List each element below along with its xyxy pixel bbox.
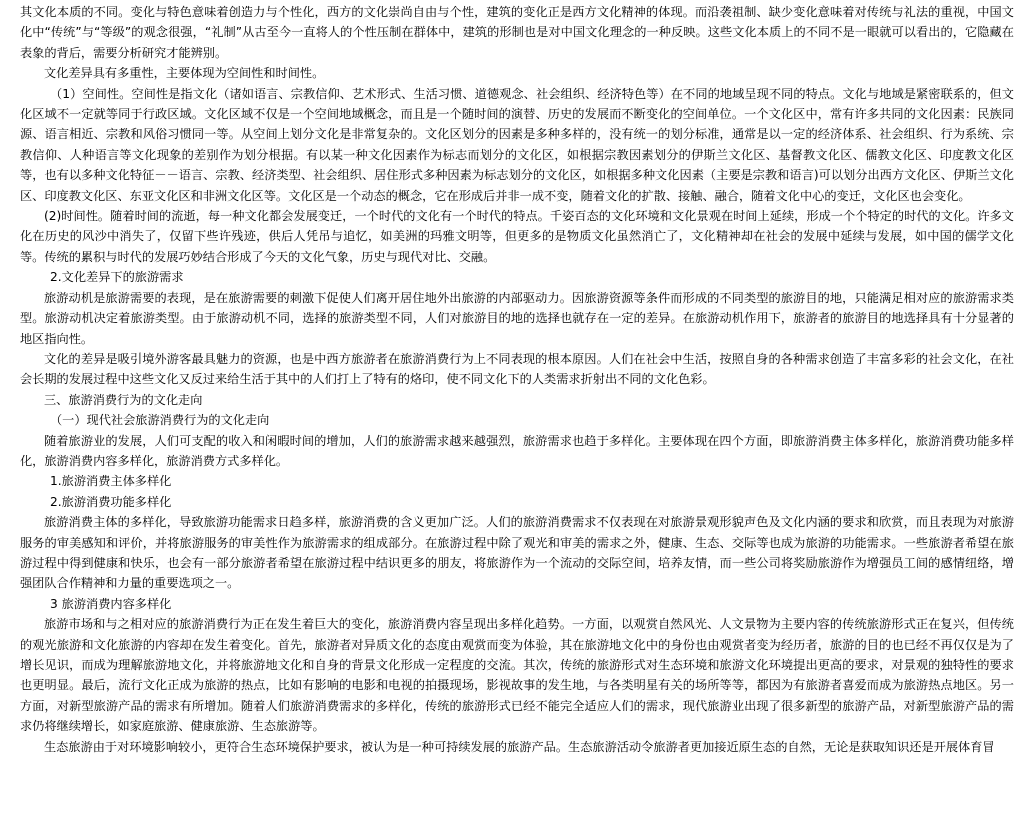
paragraph-8: （一）现代社会旅游消费行为的文化走向 [50, 413, 270, 428]
paragraph-7: 三、旅游消费行为的文化走向 [44, 392, 203, 407]
paragraph-13: 3 旅游消费内容多样化 [50, 596, 172, 611]
paragraph-6: 文化的差异是吸引境外游客最具魅力的资源，也是中西方旅游者在旅游消费行为上不同表现的根本原因。人们在社会中生活，按照自身的各种需求创造了丰富多彩的社会文化，在社会长期的发展过程中这些文化又反过来给生活于其中的人们打上了特有的烙印，使不同文化下的人类需求折射出不同的文化色彩。 [20, 351, 1014, 387]
paragraph-4: 2.文化差异下的旅游需求 [50, 270, 184, 285]
paragraph-14: 旅游市场和与之相对应的旅游消费行为正在发生着巨大的变化，旅游消费内容呈现出多样化趋势。一方面，以观赏自然风光、人文景物为主要内容的传统旅游形式正在复兴，但传统的观光旅游和文化旅游的内容却在发生着变化。首先，旅游者对异质文化的态度由观赏而变为体验，其在旅游地文化中的身份也由观赏者变为经历者，旅游的目的也已经不再仅仅是为了增长见识，而成为理解旅游地文化，并将旅游地文化和自身的背景文化形成一定程度的交流。其次，传统的旅游形式对生态环境和旅游文化环境提出更高的要求，对景观的独特性的要求也更明显。最后，流行文化正成为旅游的热点，比如有影响的电影和电视的拍摄现场，影视故事的发生地，与各类明星有关的场所等等，都因为有旅游者喜爱而成为旅游热点地区。另一方面，对新型旅游产品的需求有所增加。随着人们旅游消费需求的多样化，传统的旅游形式已经不能完全适应人们的需求，现代旅游业出现了很多新型的旅游产品，对新型旅游产品的需求仍将继续增长，如家庭旅游、健康旅游、生态旅游等。 [20, 617, 1014, 734]
paragraph-1: 文化差异具有多重性，主要体现为空间性和时间性。 [44, 66, 325, 81]
paragraph-12: 旅游消费主体的多样化，导致旅游功能需求日趋多样，旅游消费的含义更加广泛。人们的旅游消费需求不仅表现在对旅游景观形貌声色及文化内涵的要求和欣赏，而且表现为对旅游服务的审美感知和评价，并将旅游服务的审美性作为旅游需求的组成部分。在旅游过程中除了观光和审美的需求之外，健康、生态、交际等也成为旅游的功能需求。一些旅游者希望在旅游过程中得到健康和快乐，也会有一部分旅游者希望在旅游过程中结识更多的朋友，将旅游作为一个流动的交际空间，培养友情，而一些公司将奖励旅游作为增强员工间的感情纽络，增强团队合作精神和力量的重要选项之一。 [20, 515, 1014, 591]
paragraph-15: 生态旅游由于对环境影响较小，更符合生态环境保护要求，被认为是一种可持续发展的旅游产品。生态旅游活动令旅游者更加接近原生态的自然，无论是获取知识还是开展体育冒 [44, 739, 995, 754]
paragraph-2: （1）空间性。空间性是指文化（诸如语言、宗教信仰、艺术形式、生活习惯、道德观念、社会组织、经济特色等）在不同的地域呈现不同的特点。文化与地域是紧密联系的，但文化区域不一定就等同于行政区域。文化区域不仅是一个空间地域概念，而且是一个随时间的演替、历史的发展而不断变化的空间单位。一个文化区中，常有许多共同的文化因素：民族同源、语言相近、宗教和风俗习惯同一等。从空间上划分文化是非常复杂的。文化区划分的因素是多种多样的，没有统一的划分标准，通常是以一定的经济体系、社会组织、行为系统、宗教信仰、人种语言等文化现象的差别作为划分根据。有以某一种文化因素作为标志而划分的文化区，如根据宗教因素划分的伊斯兰文化区、基督教文化区、儒教文化区、印度教文化区等，也有以多种文化特征－－语言、宗教、经济类型、社会组织、居住形式多种因素为标志划分的文化区，如根据多种文化因素（主要是宗教和语言)可以划分出西方文化区、伊斯兰文化区、印度教文化区、东亚文化区和非洲文化区等。文化区是一个动态的概念，它在形成后并非一成不变，随着文化的扩散、接触、融合，随着文化中心的变迁，文化区也会变化。 [20, 86, 1014, 203]
paragraph-3: (2)时间性。随着时间的流逝，每一种文化都会发展变迁，一个时代的文化有一个时代的特点。千姿百态的文化环境和文化景观在时间上延续，形成一个个特定的时代的文化。许多文化在历史的风沙中消失了，仅留下些许残迹，供后人凭吊与追忆，如美洲的玛雅文明等，但更多的是物质文化虽然消亡了，文化精神却在社会的发展中延续与发展，如中国的儒学文化等。传统的累积与时代的发展巧妙结合形成了今天的文化气象，历史与现代对比、交融。 [20, 209, 1014, 264]
paragraph-5: 旅游动机是旅游需要的表现，是在旅游需要的刺激下促使人们离开居住地外出旅游的内部驱动力。因旅游资源等条件而形成的不同类型的旅游目的地，只能满足相对应的旅游需求类型。旅游动机决定着旅游类型。由于旅游动机不同，选择的旅游类型不同，人们对旅游目的地的选择也就存在一定的差异。在旅游动机作用下，旅游者的旅游目的地选择具有十分显著的地区指向性。 [20, 290, 1014, 346]
paragraph-10: 1.旅游消费主体多样化 [50, 474, 172, 489]
paragraph-9: 随着旅游业的发展，人们可支配的收入和闲暇时间的增加，人们的旅游需求越来越强烈，旅游需求也趋于多样化。主要体现在四个方面，即旅游消费主体多样化，旅游消费功能多样化，旅游消费内容多样化，旅游消费方式多样化。 [20, 433, 1014, 468]
paragraph-0: 其文化本质的不同。变化与特色意味着创造力与个性化，西方的文化崇尚自由与个性，建筑的变化正是西方文化精神的体现。而沿袭祖制、缺少变化意味着对传统与礼法的重视，中国文化中“传统”与“等级”的观念很强，“礼制”从古至今一直将人的个性压制在群体中，建筑的形制也是对中国文化理念的一种反映。这些文化本质上的不同不是一眼就可以看出的，它隐藏在表象的背后，需要分析研究才能辨别。 [20, 5, 1014, 60]
paragraph-11: 2.旅游消费功能多样化 [50, 494, 172, 509]
